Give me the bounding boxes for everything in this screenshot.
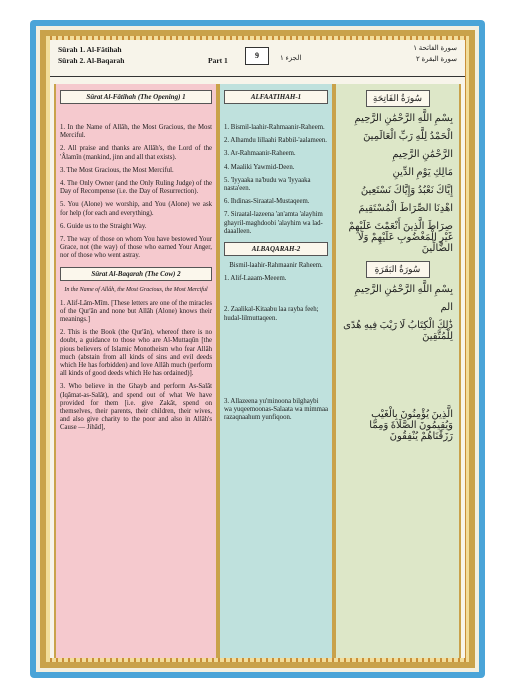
- arabic-verse: الم: [440, 302, 453, 313]
- arabic-verse: الرَّحْمَٰنِ الرَّحِيمِ: [392, 149, 453, 160]
- translit-verse: 5. 'Iyyaaka na'budu wa 'Iyyaaka nasta'een.: [224, 176, 311, 193]
- arabic-verse: اهْدِنَا الصِّرَاطَ الْمُسْتَقِيمَ: [358, 203, 453, 214]
- translit-verse: 2. Zaalikal-Kitaabu laa rayba feeh; hudal-lilmuttaqeen.: [224, 306, 319, 322]
- english-verse: 2. This is the Book (the Qur'ân), whereof there is no doubt, a guidance to those who are Al-Muttaqûn [the pious believers of Islamic Monotheism who fear Allâh much (abstain from all kinds of sins and evil deeds which He has forbidden) and love Allâh much (perform all kinds of good deeds which He has ordained)].: [60, 329, 212, 378]
- english-verse: 3. The Most Gracious, the Most Merciful.: [60, 166, 174, 174]
- book-photo: [30, 20, 485, 678]
- english-verse: 1. Alif-Lâm-Mîm. [These letters are one of the miracles of the Qur'ân and none but Allâh (Alone) knows their meanings.]: [60, 299, 212, 324]
- english-verse: 1. In the Name of Allâh, the Most Gracious, the Most Merciful.: [60, 124, 212, 140]
- arabic-title-fatihah: سُورَةُ الفَاتِحَةِ: [366, 90, 430, 107]
- arabic-basmala: بِسْمِ اللَّهِ الرَّحْمَٰنِ الرَّحِيمِ: [354, 284, 453, 295]
- translit-verse: 3. Allazeena yu'minoona bilghaybi wa yuqeemoonas-Salaata wa mimmaa razaqnaahum yunfiqoon.: [224, 397, 328, 422]
- english-column: [54, 84, 218, 658]
- english-verse: 7. The way of those on whom You have bestowed Your Grace, not (the way) of those who earned Your Anger, nor of those who went astray.: [60, 236, 212, 260]
- translit-verse: 2. Alhamdu lillaahi Rabbil-'aalameen.: [224, 137, 327, 145]
- arabic-verse: ذَٰلِكَ الْكِتَابُ لَا رَيْبَ فِيهِ هُدًى لِلْمُتَّقِينَ: [343, 320, 453, 342]
- arabic-verse: مَالِكِ يَوْمِ الدِّينِ: [392, 167, 453, 178]
- translit-title-baqarah: ALBAQARAH-2: [224, 242, 328, 256]
- transliteration-column: [218, 84, 334, 658]
- surah-1-heading: Sûrah 1. Al-Fâtihah: [58, 45, 122, 54]
- part-label: Part 1: [208, 56, 228, 65]
- arabic-verse: إِيَّاكَ نَعْبُدُ وَإِيَّاكَ نَسْتَعِينُ: [360, 185, 453, 196]
- translit-verse: 1. Bismil-laahir-Rahmaanir-Raheem.: [224, 124, 325, 131]
- english-verse: 4. The Only Owner (and the Only Ruling Judge) of the Day of Recompense (i.e. the Day of Resurrection).: [60, 180, 212, 196]
- english-basmala: In the Name of Allâh, the Most Gracious, the Most Merciful: [64, 286, 208, 293]
- translit-verse: 6. Ihdinas-Siraatal-Mustaqeem.: [224, 198, 310, 206]
- translit-verse: 3. Ar-Rahmaanir-Raheem.: [224, 150, 296, 158]
- english-verse: 2. All praise and thanks are Allâh's, the Lord of the 'Âlamîn (mankind, jinn and all that exists).: [60, 145, 212, 161]
- arabic-surah-2: سورة البقرة ٢: [415, 55, 457, 63]
- page-content: [50, 40, 465, 658]
- surah-2-heading: Sûrah 2. Al-Baqarah: [58, 56, 125, 65]
- translit-verse: 1. Alif-Laaam-Meeem.: [224, 275, 287, 283]
- english-title-baqarah: Sûrat Al-Baqarah (The Cow) 2: [60, 267, 212, 281]
- arabic-verse: بِسْمِ اللَّهِ الرَّحْمَٰنِ الرَّحِيمِ: [354, 113, 453, 124]
- arabic-title-baqarah: سُورَةُ البَقَرَةِ: [366, 261, 430, 278]
- english-title-fatihah: Sûrat Al-Fâtihah (The Opening) 1: [60, 90, 212, 104]
- translit-verse: 7. Siraatal-lazeena 'an'amta 'alayhim ghayril-maghdoobi 'alayhim wa lad-daaalleen.: [224, 211, 323, 235]
- arabic-verse: الَّذِينَ يُؤْمِنُونَ بِالْغَيْبِ وَيُقِيمُونَ الصَّلَاةَ وَمِمَّا رَزَقْنَاهُمْ يُنْفِقُونَ: [369, 409, 453, 442]
- arabic-verse: صِرَاطَ الَّذِينَ أَنْعَمْتَ عَلَيْهِمْ غَيْرِ الْمَغْضُوبِ عَلَيْهِمْ وَلَا الضَّالِّينَ: [348, 221, 453, 254]
- english-verse: 6. Guide us to the Straight Way.: [60, 222, 147, 230]
- translit-basmala: Bismil-laahir-Rahmaanir Raheem.: [229, 262, 323, 270]
- translit-verse: 4. Maaliki Yawmid-Deen.: [224, 163, 295, 171]
- english-verse: 3. Who believe in the Ghayb and perform As-Salât (Iqâmat-as-Salât), and spend out of what We have provided for them [i.e. give Zakât, spend on themselves, their parents, their children, their wives, and also give charity to the poor and also in Allâh's Cause — Jihâd],: [60, 383, 212, 432]
- page-number: 9: [245, 47, 269, 65]
- english-verse: 5. You (Alone) we worship, and You (Alone) we ask for help (for each and everything).: [60, 201, 212, 217]
- book-page: [36, 26, 479, 672]
- arabic-verse: الْحَمْدُ لِلَّهِ رَبِّ الْعَالَمِينَ: [363, 131, 453, 142]
- arabic-surah-1: سورة الفاتحة ١: [413, 44, 457, 52]
- arabic-part-label: الجزء ١: [280, 54, 302, 62]
- translit-title-fatihah: ALFAATIHAH-1: [224, 90, 328, 104]
- page-header: [50, 40, 465, 77]
- arabic-column: [334, 84, 461, 658]
